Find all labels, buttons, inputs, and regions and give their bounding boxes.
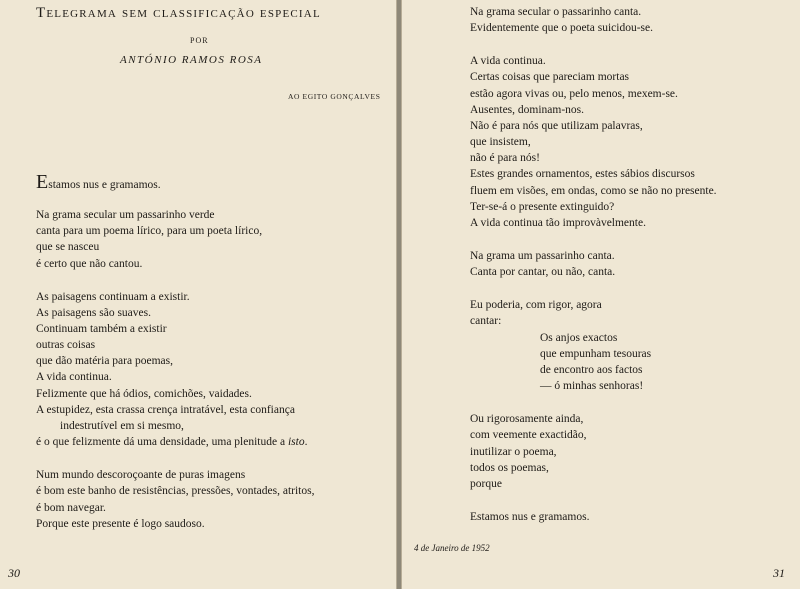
poem-line: Certas coisas que pareciam mortas [470,71,630,84]
poem-line: Na grama secular o passarinho canta. [470,6,642,18]
poem-line: outras coisas [36,339,96,352]
poem-line: que insistem, [470,136,531,149]
poem-line [36,434,314,450]
poem-line: inutilizar o poema, [470,445,557,458]
poem-title: Telegrama sem classificação especial [36,5,321,21]
poem-line: com veemente exactidão, [470,429,587,442]
poem-line: todos os poemas, [470,461,549,474]
poem-text-left [36,171,315,532]
poem-line: Na grama um passarinho canta. [470,250,615,263]
line-text: é o que felizmente dá uma densidade, uma plenitude a [36,436,288,449]
poem-line: Porque este presente é logo saudoso. [36,517,205,530]
poem-line: Continuam também a existir [36,322,167,335]
first-line-rest: stamos nus e gramamos. [48,179,161,191]
italic-word: isto [287,436,305,449]
poem-line: é bom navegar. [36,501,106,514]
poem-line: A vida continua. [36,371,112,384]
poem-line [36,171,314,193]
poem-line: é bom este banho de resistências, pressões, vontades, atritos, [36,485,315,498]
author-name: ANTÓNIO RAMOS ROSA [120,54,263,66]
poem-line: é certo que não cantou. [36,257,143,270]
poem-line: estão agora vivas ou, pelo menos, mexem-se. [470,87,678,100]
line-period: . [304,436,308,449]
poem-line: canta para um poema lírico, para um poeta lírico, [36,225,263,238]
poem-line-inset: Os anjos exactos [540,331,618,344]
poem-line: A vida continua. [470,55,546,68]
byline-por: POR [190,36,209,45]
poem-date: 4 de Janeiro de 1952 [414,543,490,553]
poem-line: que dão matéria para poemas, [36,355,173,368]
poem-line: A estupidez, esta crassa crença intratável, esta confiança [36,403,295,416]
poem-line-inset: de encontro aos factos [540,363,643,376]
poem-line: Felizmente que há ódios, comichões, vaidades. [36,387,252,400]
poem-line: fluem em visões, em ondas, como se não no presente. [470,184,717,197]
poem-line: As paisagens são suaves. [36,306,151,319]
poem-line: porque [470,477,502,490]
poem-line: Eu poderia, com rigor, agora [470,299,602,312]
poem-line: As paisagens continuam a existir. [36,290,190,303]
poem-line: Estes grandes ornamentos, estes sábios discursos [470,168,695,181]
page-number-left: 30 [8,566,20,580]
poem-line: Na grama secular um passarinho verde [36,208,215,221]
poem-line: cantar: [470,315,502,328]
poem-text-right [470,4,717,525]
poem-line: Não é para nós que utilizam palavras, [470,119,643,132]
poem-line: Ou rigorosamente ainda, [470,413,584,426]
poem-line: que se nasceu [36,241,100,254]
poem-line: Evidentemente que o poeta suicidou-se. [470,22,653,35]
page-number-right: 31 [773,566,785,580]
poem-line-inset: que empunham tesouras [540,347,652,360]
poem-line-inset: — ó minhas senhoras! [540,380,644,393]
poem-line: Num mundo descoroçoante de puras imagens [36,469,246,482]
poem-line: Estamos nus e gramamos. [470,510,590,523]
poem-line: não é para nós! [470,152,540,165]
poem-line: Ter-se-á o presente extinguido? [470,200,615,213]
poem-line: Canta por cantar, ou não, canta. [470,266,616,279]
poem-line-indented: indestrutível em si mesmo, [60,420,184,433]
dedication: AO EGITO GONÇALVES [288,92,381,101]
drop-cap: E [36,171,49,193]
poem-line: Ausentes, dominam-nos. [470,103,585,116]
poem-line: A vida continua tão improvàvelmente. [470,217,646,230]
